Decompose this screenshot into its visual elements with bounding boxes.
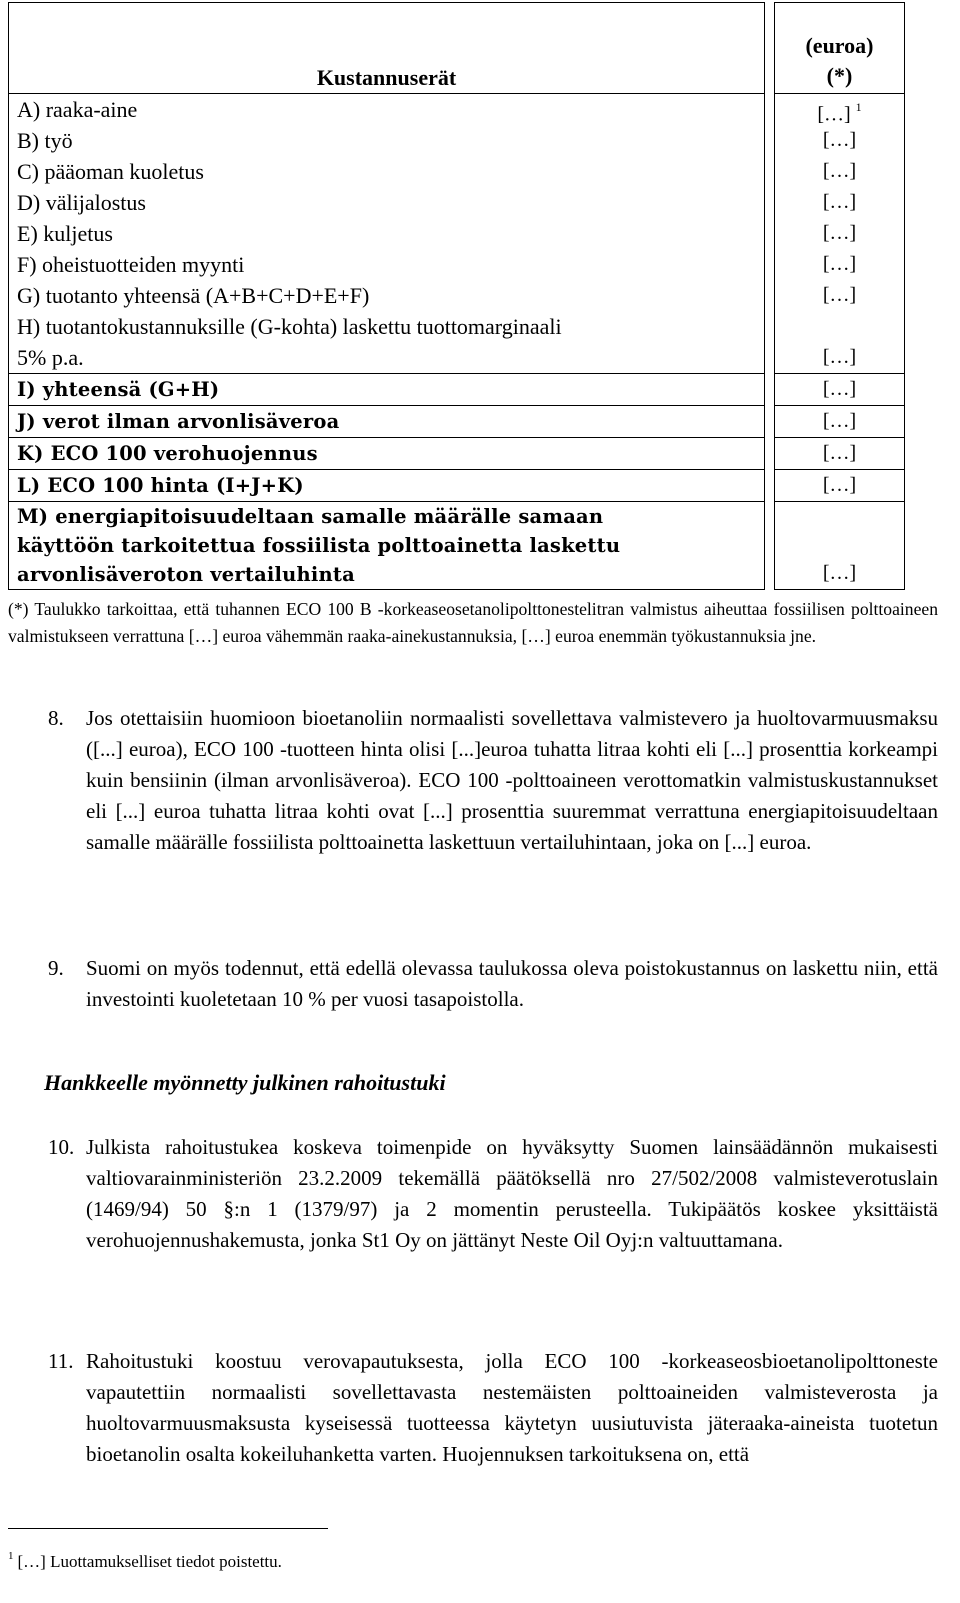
table-row-label: M) energiapitoisuudeltaan samalle määrälle samaan — [17, 505, 604, 528]
table-row-value: […] — [775, 502, 905, 590]
paragraph-8 — [48, 703, 938, 858]
table-row-label: I) yhteensä (G+H) — [17, 378, 220, 401]
table-row-value: […] — [822, 284, 857, 306]
table-header-euros — [775, 3, 905, 94]
table-row-l — [9, 470, 905, 502]
table-plain-rows — [9, 94, 905, 374]
table-row-label: L) ECO 100 hinta (I+J+K) — [17, 474, 304, 497]
table-row-value — [775, 311, 904, 342]
header-right-line1: (euroa) — [805, 33, 874, 58]
table-row-label: 5% p.a. — [17, 345, 84, 370]
table-row-value: […] — [775, 438, 905, 470]
table-row-value: […] — [775, 374, 905, 406]
paragraph-text: Jos otettaisiin huomioon bioetanoliin normaalisti sovellettava valmistevero ja huoltovarmuusmaksu ([...] euroa), ECO 100 -tuotteen hinta olisi [...]euroa tuhatta litraa kohti eli [...] prosenttia korkeampi kuin bensiinin (ilman arvonlisäveroa). ECO 100 -polttoaineen verottomatkin valmistuskustannukset eli [...] euroa tuhatta litraa kohti ovat [...] prosenttia suuremmat verrattuna energiapitoisuudeltaan samalle määrälle fossiilista polttoainetta laskettuun vertailuhintaan, joka on [...] euroa. — [86, 706, 938, 854]
header-left-label: Kustannuserät — [316, 65, 457, 90]
table-row-value: […] $^1$ — [817, 100, 862, 126]
table-row-label: C) pääoman kuoletus — [17, 159, 204, 184]
table-row-label: D) välijalostus — [17, 190, 146, 215]
paragraph-number: 10. — [48, 1135, 75, 1159]
table-note: (*) Taulukko tarkoittaa, että tuhannen ECO 100 B -korkeaseosetanolipolttonestelitran valmistus aiheuttaa fossiilisen polttoaineen valmistukseen verrattuna […] euroa vähemmän raaka-ainekustannuksia, […] euroa enemmän työkustannuksia jne. — [8, 599, 938, 646]
table-header-row — [9, 3, 905, 94]
table-row-value: […] — [822, 346, 857, 368]
table-row-label: arvonlisäveroton vertailuhinta — [17, 563, 355, 586]
header-right-line2: (*) — [826, 63, 853, 88]
footnote-mark: 1 — [8, 1550, 14, 1562]
table-row-label: E) kuljetus — [17, 221, 113, 246]
footnote-separator — [8, 1528, 328, 1529]
paragraph-text: Rahoitustuki koostuu verovapautuksesta, jolla ECO 100 -korkeaseosbioetanolipolttoneste vapautettiin normaalisti sovellettavasta nestemäisten polttoaineiden valmisteverosta ja huoltovarmuusmaksusta kyseisessä tuotteessa käytetyn uusiutuvista jäteraaka-aineista tuotetun bioetanolin osalta kokeiluhanketta varten. Huojennuksen tarkoituksena on, että — [86, 1349, 938, 1466]
table-row-value: […] — [822, 129, 857, 151]
paragraph-number: 8. — [48, 706, 64, 730]
paragraph-number: 11. — [48, 1349, 74, 1373]
table-row-label: käyttöön tarkoitettua fossiilista polttoainetta laskettu — [17, 534, 621, 557]
table-row-label: J) verot ilman arvonlisäveroa — [17, 410, 340, 433]
footnote-text: […] Luottamukselliset tiedot poistettu. — [17, 1552, 282, 1571]
table-header-cost-items — [9, 3, 765, 94]
paragraph-9 — [48, 953, 938, 1015]
paragraph-text: Suomi on myös todennut, että edellä olevassa taulukossa oleva poistokustannus on laskettu niin, että investointi kuoletetaan 10 % per vuosi tasapoistolla. — [86, 956, 938, 1011]
paragraph-number: 9. — [48, 956, 64, 980]
table-row-value: […] — [775, 470, 905, 502]
footnote — [8, 1552, 282, 1572]
table-row-i — [9, 374, 905, 406]
table-row-label: B) työ — [17, 128, 73, 153]
table-row-m — [9, 502, 905, 590]
table-row-label: K) ECO 100 verohuojennus — [17, 442, 318, 465]
table-row-value: […] — [822, 253, 857, 275]
table-row-value: […] — [775, 406, 905, 438]
table-row-k — [9, 438, 905, 470]
table-row-label: G) tuotanto yhteensä (A+B+C+D+E+F) — [17, 283, 370, 308]
paragraph-text: Julkista rahoitustukea koskeva toimenpide on hyväksytty Suomen lainsäädännön mukaisesti valtiovarainministeriön 23.2.2009 tekemällä päätöksellä nro 27/502/2008 valmisteverotuslain (1469/94) 50 §:n 1 (1379/97) ja 2 momentin perusteella. Tukipäätös koskee yksittäistä verohuojennushakemusta, jonka St1 Oy on jättänyt Neste Oil Oyj:n valtuuttamana. — [86, 1135, 938, 1252]
table-row-value: […] — [822, 222, 857, 244]
section-heading: Hankkeelle myönnetty julkinen rahoitustuki — [44, 1070, 446, 1095]
table-row-label: F) oheistuotteiden myynti — [17, 252, 245, 277]
table-row-j — [9, 406, 905, 438]
cost-table — [8, 2, 905, 590]
paragraph-11 — [48, 1346, 938, 1470]
table-row-value: […] — [822, 160, 857, 182]
footnote-ref: 1 — [855, 100, 862, 114]
table-row-label: A) raaka-aine — [17, 97, 138, 122]
paragraph-10 — [48, 1132, 938, 1256]
table-row-label: H) tuotantokustannuksille (G-kohta) laskettu tuottomarginaali — [17, 314, 562, 339]
table-row-value: […] — [822, 191, 857, 213]
